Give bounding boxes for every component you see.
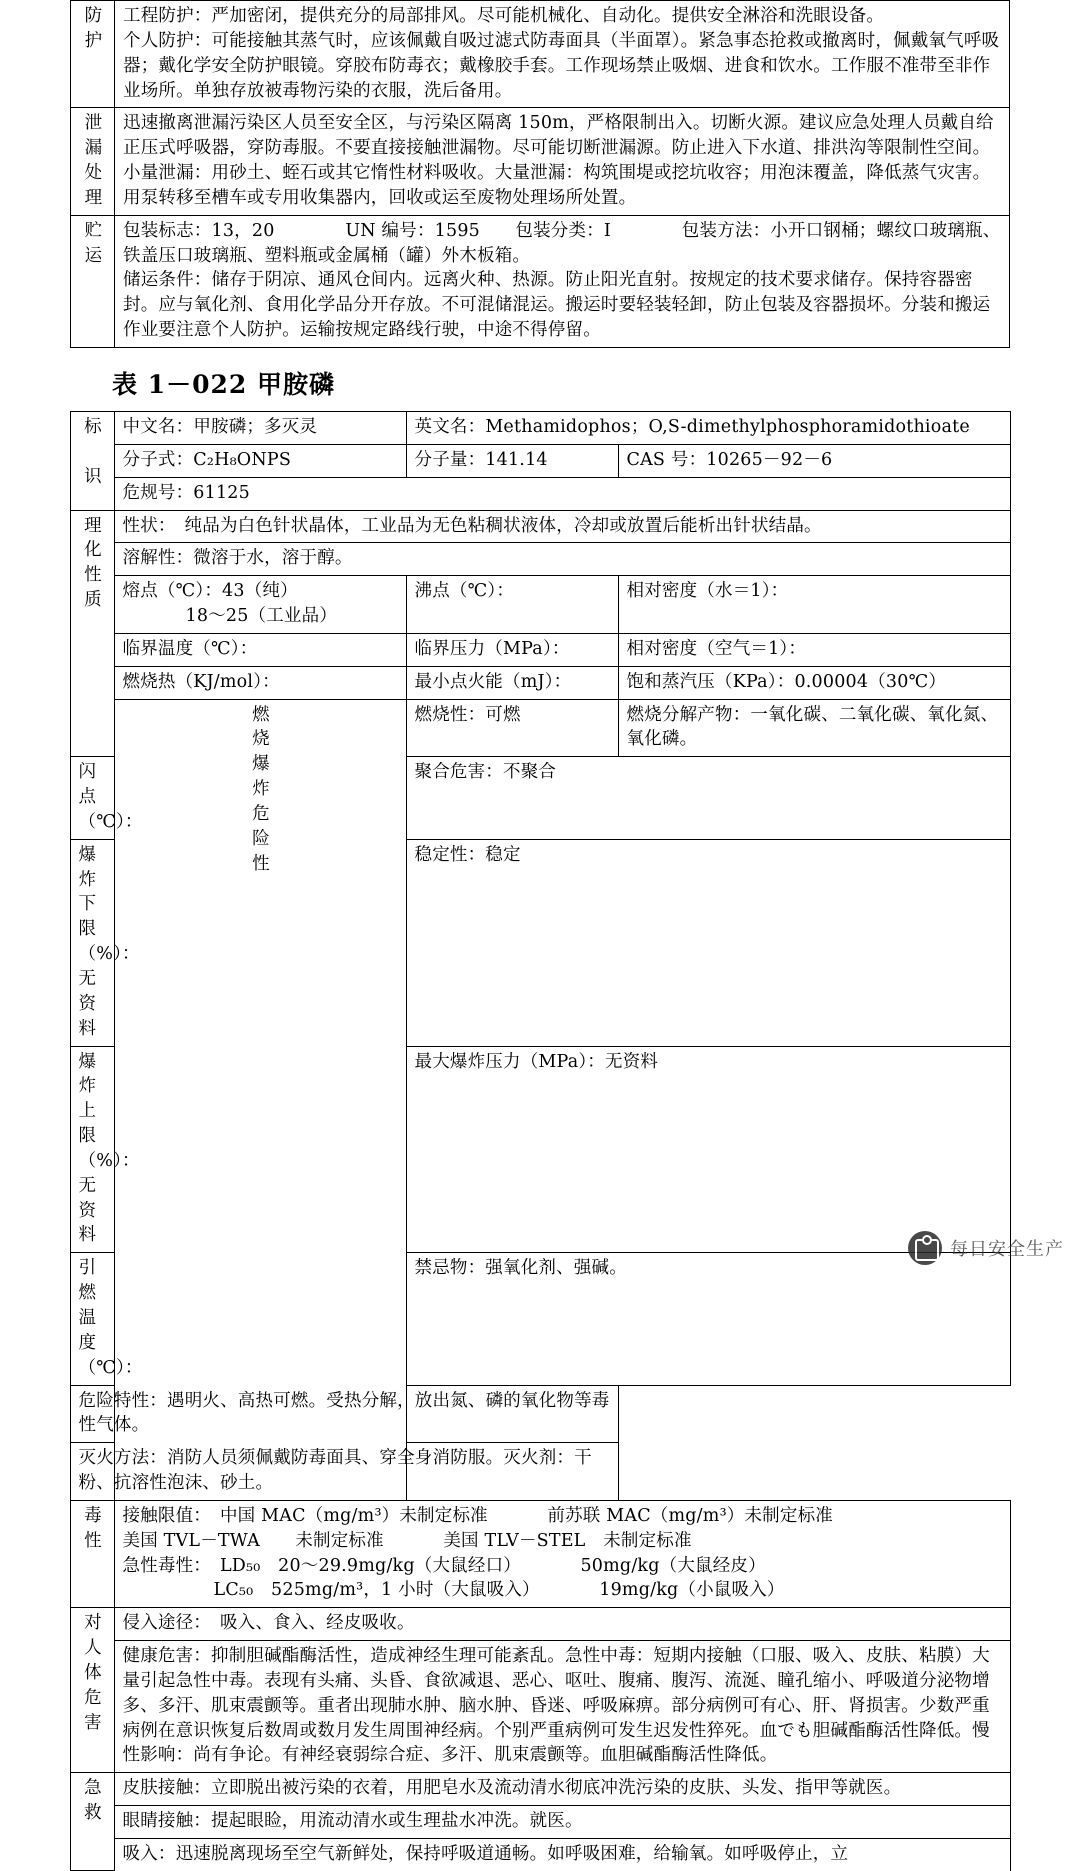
table-row — [70, 1385, 1010, 1443]
acute-toxicity-dermal: 50mg/kg（大鼠经皮） — [580, 1555, 766, 1576]
table-row — [70, 633, 1010, 666]
hazard-number-cell: 危规号：61125 — [114, 477, 1010, 510]
first-aid-inhalation-cell: 吸入：迅速脱离现场至空气新鲜处，保持呼吸道通畅。如呼吸困难，给输氧。如呼吸停止，立 — [114, 1839, 1010, 1871]
solubility-cell: 溶解性：微溶于水，溶于醇。 — [114, 543, 1010, 576]
protection-content — [115, 1, 1010, 108]
camera-logo-icon — [908, 1231, 942, 1265]
acute-toxicity-lc50: LC₅₀ 525mg/m³，1 小时（大鼠吸入） — [213, 1580, 540, 1601]
formula-cell: 分子式：C₂H₈ONPS — [114, 444, 406, 477]
row-label-identity: 标 识 — [70, 411, 114, 510]
table-row — [71, 108, 1010, 215]
table-row — [71, 215, 1010, 347]
exposure-route-cell: 侵入途径： 吸入、食入、经皮吸收。 — [114, 1608, 1010, 1641]
polymerization-hazard-cell: 聚合危害：不聚合 — [406, 757, 1010, 840]
table-row — [70, 1500, 1010, 1607]
upper-explosion-limit-cell: 爆炸上限（%）：无资料 — [70, 1046, 114, 1253]
acute-toxicity-ld50: 急性毒性： LD₅₀ 20～29.9mg/kg（大鼠经口） — [122, 1555, 521, 1576]
watermark-label: 每日安全生产 — [950, 1239, 1064, 1260]
combustion-heat-cell: 燃烧热（KJ/mol）： — [114, 666, 406, 699]
table-row — [70, 1773, 1010, 1806]
table-row — [70, 1443, 1010, 1501]
table-row — [70, 510, 1010, 543]
decomposition-products-cell: 燃烧分解产物：一氧化碳、二氧化碳、氧化氮、氧化磷。 — [618, 699, 1010, 757]
watermark — [908, 1231, 1064, 1265]
chemical-table-previous — [70, 0, 1010, 348]
boiling-point-cell: 沸点（℃）： — [406, 576, 618, 634]
min-ignition-energy-cell: 最小点火能（mJ）： — [406, 666, 618, 699]
exposure-limit-line-2 — [123, 1529, 1004, 1554]
exposure-limit-us-stel: 美国 TLV－STEL 未制定标准 — [443, 1530, 692, 1551]
table-row — [70, 666, 1010, 699]
combustibility-cell: 燃烧性：可燃 — [406, 699, 618, 757]
row-label-storage: 贮 运 — [71, 215, 115, 347]
critical-temperature-cell: 临界温度（℃）： — [114, 633, 406, 666]
relative-density-water-cell: 相对密度（水＝1）： — [618, 576, 1010, 634]
incompatible-materials-cell: 禁忌物：强氧化剂、强碱。 — [406, 1253, 1010, 1385]
table-row — [70, 576, 1010, 634]
en-name-cell — [406, 411, 1010, 444]
table-row — [70, 411, 1010, 444]
exposure-limit-line-1 — [123, 1504, 1004, 1529]
storage-conditions: 储运条件：储存于阴凉、通风仓间内。远离火种、热源。防止阳光直射。按规定的技术要求储存。保持容器密封。应与氧化剂、食用化学品分开存放。不可混储混运。搬运时要轻装轻卸，防止包装及容器损坏。分装和搬运作业要注意个人防护。运输按规定路线行驶，中途不得停留。 — [123, 270, 991, 341]
table-row — [70, 1608, 1010, 1641]
row-label-physchem: 理 化 性 质 — [70, 510, 114, 757]
acute-toxicity-line-1 — [123, 1554, 1004, 1579]
row-label-health-hazard: 对 人 体 危 害 — [70, 1608, 114, 1773]
exposure-limit-us-twa: 美国 TVL－TWA 未制定标准 — [122, 1530, 384, 1551]
engineering-protection: 工程防护：严加密闭，提供充分的局部排风。尽可能机械化、自动化。提供安全淋浴和洗眼设备。 — [123, 6, 885, 26]
table-row — [70, 1641, 1010, 1773]
row-label-fire-explosion: 燃 烧 爆 炸 危 险 性 — [114, 699, 406, 1500]
health-hazard-cell: 健康危害：抑制胆碱酯酶活性，造成神经生理可能紊乱。急性中毒：短期内接触（口服、吸入、皮肤、粘膜）大量引起急性中毒。表现有头痛、头昏、食欲减退、恶心、呕吐、腹痛、腹泻、流涎、瞳孔缩小、呼吸道分泌物增多、多汗、肌束震颤等。重者出现肺水肿、脑水肿、昏迷、呼吸麻痹。部分病例可有心、肝、肾损害。少数严重病例在意识恢复后数周或数月发生周围神经病。个别严重病例可发生迟发性猝死。血でも胆碱酯酶活性降低。慢性影响：尚有争论。有神经衰弱综合症、多汗、肌束震颤等。血胆碱酯酶活性降低。 — [114, 1641, 1010, 1773]
en-name-value: Methamidophos；O,S-dimethylphosphoramidothioate — [485, 416, 970, 437]
en-name-label: 英文名： — [414, 416, 486, 437]
exposure-limit-china: 接触限值： 中国 MAC（mg/m³）未制定标准 — [122, 1505, 488, 1526]
storage-content — [115, 215, 1010, 347]
flashpoint-cell: 闪点（℃）： — [70, 757, 114, 840]
table-row — [70, 699, 1010, 757]
first-aid-skin-cell: 皮肤接触：立即脱出被污染的衣着，用肥皂水及流动清水彻底冲洗污染的皮肤、头发、指甲等就医。 — [114, 1773, 1010, 1806]
hazard-characteristics-cell: 危险特性：遇明火、高热可燃。受热分解，放出氮、磷的氧化物等毒性气体。 — [70, 1385, 618, 1443]
stability-cell: 稳定性：稳定 — [406, 839, 1010, 1046]
first-aid-eye-cell: 眼睛接触：提起眼睑，用流动清水或生理盐水冲洗。就医。 — [114, 1806, 1010, 1839]
table-row — [70, 1806, 1010, 1839]
personal-protection: 个人防护：可能接触其蒸气时，应该佩戴自吸过滤式防毒面具（半面罩）。紧急事态抢救或撤离时，佩戴氧气呼吸器；戴化学安全防护眼镜。穿胶布防毒衣；戴橡胶手套。工作现场禁止吸烟、进食和饮水。工作服不准带至非作业场所。单独存放被毒物污染的衣服，洗后备用。 — [123, 30, 1000, 101]
table-row — [70, 444, 1010, 477]
table-row — [71, 1, 1010, 108]
toxicity-content — [114, 1500, 1010, 1607]
row-label-protection: 防 护 — [71, 1, 115, 108]
row-label-first-aid: 急 救 — [70, 1773, 114, 1871]
ignition-temperature-cell: 引燃温度（℃）： — [70, 1253, 114, 1385]
molweight-cell: 分子量：141.14 — [406, 444, 618, 477]
cn-name-label: 中文名： — [122, 416, 194, 437]
table-row — [70, 477, 1010, 510]
melting-point-line1: 熔点（℃）：43（纯） — [122, 581, 298, 602]
row-label-toxicity: 毒 性 — [70, 1500, 114, 1607]
lower-explosion-limit-cell: 爆炸下限（%）：无资料 — [70, 839, 114, 1046]
vapor-pressure-cell: 饱和蒸汽压（KPa）：0.00004（30℃） — [618, 666, 1010, 699]
packaging-mark: 包装标志：13，20 UN 编号：1595 包装分类：Ⅰ 包装方法：小开口钢桶；螺纹口玻璃瓶、铁盖压口玻璃瓶、塑料瓶或金属桶（罐）外木板箱。 — [123, 220, 1001, 266]
max-explosion-pressure-cell: 最大爆炸压力（MPa）：无资料 — [406, 1046, 1010, 1253]
cas-cell: CAS 号：10265－92－6 — [618, 444, 1010, 477]
appearance-cell: 性状： 纯品为白色针状晶体，工业品为无色粘稠状液体，冷却或放置后能析出针状结晶。 — [114, 510, 1010, 543]
acute-toxicity-line-2 — [123, 1578, 1004, 1603]
relative-density-air-cell: 相对密度（空气＝1）： — [618, 633, 1010, 666]
cn-name-value: 甲胺磷；多灭灵 — [193, 416, 318, 437]
melting-point-cell — [114, 576, 406, 634]
exposure-limit-ussr: 前苏联 MAC（mg/m³）未制定标准 — [547, 1505, 833, 1526]
melting-point-line2: 18～25（工业品） — [185, 606, 338, 627]
table-row — [70, 1839, 1010, 1871]
chemical-table-methamidophos — [70, 411, 1011, 1871]
acute-toxicity-mouse: 19mg/kg（小鼠吸入） — [599, 1580, 785, 1601]
critical-pressure-cell: 临界压力（MPa）： — [406, 633, 618, 666]
page-title: 表 1－022 甲胺磷 — [112, 369, 335, 399]
extinguishing-method-cell: 灭火方法：消防人员须佩戴防毒面具、穿全身消防服。灭火剂：干粉、抗溶性泡沫、砂土。 — [70, 1443, 618, 1501]
row-label-leakage: 泄 漏 处 理 — [71, 108, 115, 215]
cn-name-cell — [114, 411, 406, 444]
leakage-content: 迅速撤离泄漏污染区人员至安全区，与污染区隔离 150m，严格限制出入。切断火源。建议应急处理人员戴自给正压式呼吸器，穿防毒服。不要直接接触泄漏物。尽可能切断泄漏源。防止进入下水道、排洪沟等限制性空间。小量泄漏：用砂土、蛭石或其它惰性材料吸收。大量泄漏：构筑围堤或挖坑收容；用泡沫覆盖，降低蒸气灾害。用泵转移至槽车或专用收集器内，回收或运至废物处理场所处置。 — [115, 108, 1010, 215]
table-row — [70, 543, 1010, 576]
